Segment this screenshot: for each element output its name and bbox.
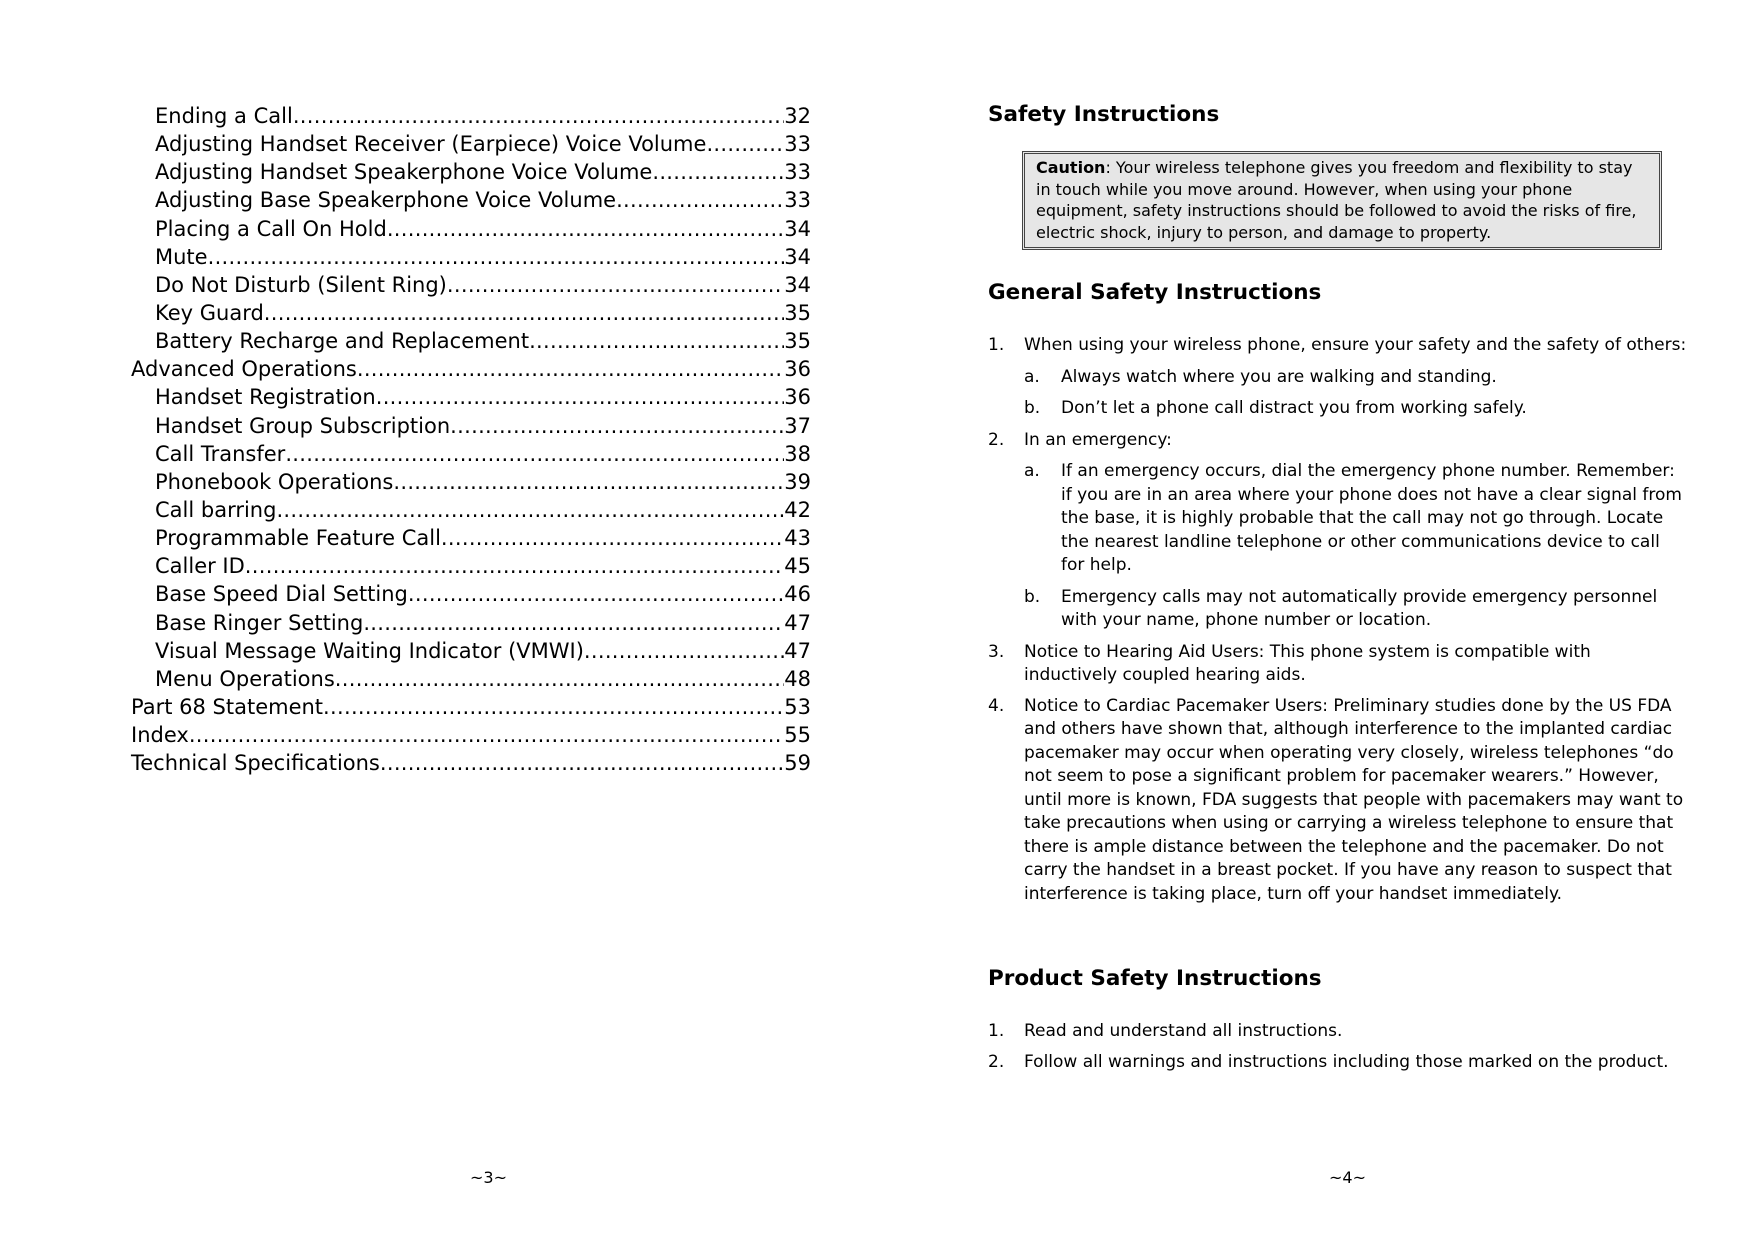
toc-leader-dots xyxy=(285,440,784,468)
toc-entry-page: 46 xyxy=(784,582,811,607)
sub-list-item-letter: a. xyxy=(1024,461,1040,481)
sub-list xyxy=(1024,460,1688,633)
toc-entry xyxy=(131,468,811,496)
list-item-number: 2. xyxy=(988,429,1005,450)
toc-entry xyxy=(131,271,811,299)
toc-entry xyxy=(131,130,811,158)
sub-list-item xyxy=(1024,586,1688,633)
toc-entry xyxy=(131,552,811,580)
toc-entry-title: Battery Recharge and Replacement xyxy=(155,329,530,354)
toc-entry-page: 33 xyxy=(784,188,811,213)
list-item-text: Notice to Cardiac Pacemaker Users: Preliminary studies done by the US FDA and others have shown that, although interference to the implanted cardiac pacemaker may occur when operating very closely, wireless telephones “do not seem to pose a significant problem for pacemaker wearers.” However, until more is known, FDA suggests that people with pacemakers may want to take precautions when using or carrying a wireless telephone to ensure that there is ample distance between the telephone and the pacemaker. Do not carry the handset in a breast pocket. If you have any reason to suspect that interference is taking place, turn off your handset immediately. xyxy=(1024,695,1684,904)
product-safety-heading: Product Safety Instructions xyxy=(988,966,1322,991)
toc-leader-dots xyxy=(380,749,784,777)
toc-leader-dots xyxy=(264,299,784,327)
toc-entry-title: Adjusting Handset Speakerphone Voice Volume xyxy=(155,160,653,185)
toc-entry-page: 34 xyxy=(784,272,811,297)
toc-entry-page: 55 xyxy=(784,723,811,748)
toc-leader-dots xyxy=(616,186,784,214)
list-item xyxy=(988,334,1688,421)
toc-entry-title: Handset Registration xyxy=(155,385,376,410)
toc-entry-page: 32 xyxy=(784,104,811,128)
toc-entry-page: 43 xyxy=(784,526,811,551)
toc-entry-page: 36 xyxy=(784,385,811,410)
list-item-number: 4. xyxy=(988,695,1005,716)
list-item-text: Follow all warnings and instructions including those marked on the product. xyxy=(1024,1051,1669,1072)
toc-entry-page: 35 xyxy=(784,329,811,354)
toc-entry xyxy=(131,440,811,468)
toc-entry-title: Placing a Call On Hold xyxy=(155,216,387,241)
toc-entry-page: 47 xyxy=(784,610,811,635)
toc-entry-title: Adjusting Handset Receiver (Earpiece) Voice Volume xyxy=(155,132,707,157)
sub-list-item xyxy=(1024,460,1688,578)
list-item xyxy=(988,1051,1688,1075)
general-safety-list xyxy=(988,334,1688,906)
toc-leader-dots xyxy=(293,102,784,130)
caution-box xyxy=(1022,151,1662,250)
toc-entry xyxy=(131,609,811,637)
toc-leader-dots xyxy=(357,355,784,383)
table-of-contents xyxy=(131,102,811,777)
toc-leader-dots xyxy=(276,496,784,524)
toc-leader-dots xyxy=(584,637,784,665)
list-item-number: 1. xyxy=(988,1021,1005,1041)
toc-entry-page: 34 xyxy=(784,244,811,269)
toc-entry-title: Adjusting Base Speakerphone Voice Volume xyxy=(155,188,617,213)
toc-entry-title: Mute xyxy=(155,244,208,269)
list-item-text: When using your wireless phone, ensure your safety and the safety of others: xyxy=(1024,335,1687,355)
toc-entry xyxy=(131,383,811,411)
sub-list-item-letter: a. xyxy=(1024,366,1040,387)
list-item-number: 2. xyxy=(988,1051,1005,1072)
sub-list-item-text: Emergency calls may not automatically provide emergency personnel with your name, phone number or location. xyxy=(1061,586,1658,630)
toc-entry-page: 37 xyxy=(784,413,811,438)
toc-entry-title: Handset Group Subscription xyxy=(155,413,451,438)
caution-label: Caution xyxy=(1036,158,1106,177)
toc-leader-dots xyxy=(393,468,784,496)
list-item xyxy=(988,641,1688,688)
toc-entry-title: Part 68 Statement xyxy=(131,694,324,719)
list-item-number: 3. xyxy=(988,641,1005,662)
toc-entry-title: Do Not Disturb (Silent Ring) xyxy=(155,272,447,297)
toc-entry-title: Index xyxy=(131,723,189,748)
right-page xyxy=(877,0,1755,1240)
sub-list-item xyxy=(1024,397,1688,421)
sub-list-item-letter: b. xyxy=(1024,398,1041,418)
left-page xyxy=(0,0,877,1240)
toc-entry xyxy=(131,299,811,327)
toc-entry xyxy=(131,186,811,214)
toc-entry-title: Base Speed Dial Setting xyxy=(155,582,408,607)
list-item-text: Read and understand all instructions. xyxy=(1024,1021,1343,1041)
toc-entry-page: 45 xyxy=(784,554,811,579)
toc-entry xyxy=(131,355,811,383)
toc-entry xyxy=(131,721,811,749)
toc-leader-dots xyxy=(706,130,784,158)
toc-entry-page: 39 xyxy=(784,469,811,494)
toc-leader-dots xyxy=(363,609,784,637)
list-item-text: Notice to Hearing Aid Users: This phone system is compatible with inductively coupled hearing aids. xyxy=(1024,641,1591,685)
list-item-number: 1. xyxy=(988,335,1005,355)
sub-list xyxy=(1024,366,1688,421)
toc-leader-dots xyxy=(441,524,784,552)
toc-entry xyxy=(131,749,811,777)
toc-leader-dots xyxy=(245,552,784,580)
toc-entry-title: Ending a Call xyxy=(155,104,293,128)
toc-entry-page: 34 xyxy=(784,216,811,241)
toc-entry-page: 33 xyxy=(784,132,811,157)
toc-leader-dots xyxy=(189,721,784,749)
toc-entry-title: Technical Specifications xyxy=(131,751,380,776)
toc-entry-title: Base Ringer Setting xyxy=(155,610,364,635)
toc-entry-title: Caller ID xyxy=(155,554,245,579)
sub-list-item-text: If an emergency occurs, dial the emergency phone number. Remember: if you are in an area where your phone does not have a clear signal from the base, it is highly probable that the call may not go through. Locate the nearest landline telephone or other communications device to call for help. xyxy=(1061,461,1682,575)
toc-entry xyxy=(131,243,811,271)
sub-list-item xyxy=(1024,366,1688,390)
toc-entry-page: 59 xyxy=(784,751,811,776)
toc-leader-dots xyxy=(208,243,785,271)
caution-text: : Your wireless telephone gives you freedom and flexibility to stay in touch while you move around. However, when using your phone equipment, safety instructions should be followed to avoid the risks of fire, electric shock, injury to person, and damage to property. xyxy=(1036,158,1637,242)
toc-entry-page: 42 xyxy=(784,497,811,522)
toc-entry-title: Menu Operations xyxy=(155,666,335,691)
list-item xyxy=(988,695,1688,907)
toc-entry-title: Programmable Feature Call xyxy=(155,526,441,551)
toc-entry xyxy=(131,158,811,186)
product-safety-list xyxy=(988,1020,1688,1074)
toc-leader-dots xyxy=(376,383,785,411)
sub-list-item-text: Don’t let a phone call distract you from working safely. xyxy=(1061,398,1527,418)
toc-leader-dots xyxy=(323,693,784,721)
toc-leader-dots xyxy=(387,215,784,243)
toc-entry xyxy=(131,215,811,243)
toc-entry xyxy=(131,524,811,552)
toc-entry-title: Call barring xyxy=(155,497,277,522)
list-item xyxy=(988,1020,1688,1044)
toc-leader-dots xyxy=(408,580,784,608)
toc-entry-title: Advanced Operations xyxy=(131,357,357,382)
sub-list-item-text: Always watch where you are walking and standing. xyxy=(1061,366,1497,387)
toc-entry-page: 36 xyxy=(784,357,811,382)
toc-leader-dots xyxy=(447,271,784,299)
list-item-text: In an emergency: xyxy=(1024,429,1172,450)
toc-entry-page: 38 xyxy=(784,441,811,466)
toc-entry-title: Call Transfer xyxy=(155,441,286,466)
general-safety-heading: General Safety Instructions xyxy=(988,280,1322,305)
toc-entry xyxy=(131,412,811,440)
toc-entry-title: Visual Message Waiting Indicator (VMWI) xyxy=(155,638,584,663)
toc-entry xyxy=(131,693,811,721)
toc-leader-dots xyxy=(335,665,784,693)
toc-leader-dots xyxy=(450,412,784,440)
page-number: ~4~ xyxy=(1329,1168,1366,1187)
toc-entry-page: 48 xyxy=(784,666,811,691)
toc-entry xyxy=(131,496,811,524)
sub-list-item-letter: b. xyxy=(1024,586,1041,607)
toc-entry-page: 53 xyxy=(784,694,811,719)
page-number: ~3~ xyxy=(470,1168,507,1187)
list-item xyxy=(988,429,1688,633)
toc-entry xyxy=(131,637,811,665)
toc-leader-dots xyxy=(652,158,784,186)
toc-entry xyxy=(131,580,811,608)
toc-entry-page: 47 xyxy=(784,638,811,663)
toc-entry-title: Key Guard xyxy=(155,300,264,325)
toc-entry xyxy=(131,665,811,693)
toc-entry-title: Phonebook Operations xyxy=(155,469,394,494)
toc-leader-dots xyxy=(529,327,784,355)
safety-instructions-heading: Safety Instructions xyxy=(988,102,1220,127)
toc-entry-page: 33 xyxy=(784,160,811,185)
toc-entry xyxy=(131,327,811,355)
toc-entry xyxy=(131,102,811,130)
toc-entry-page: 35 xyxy=(784,300,811,325)
